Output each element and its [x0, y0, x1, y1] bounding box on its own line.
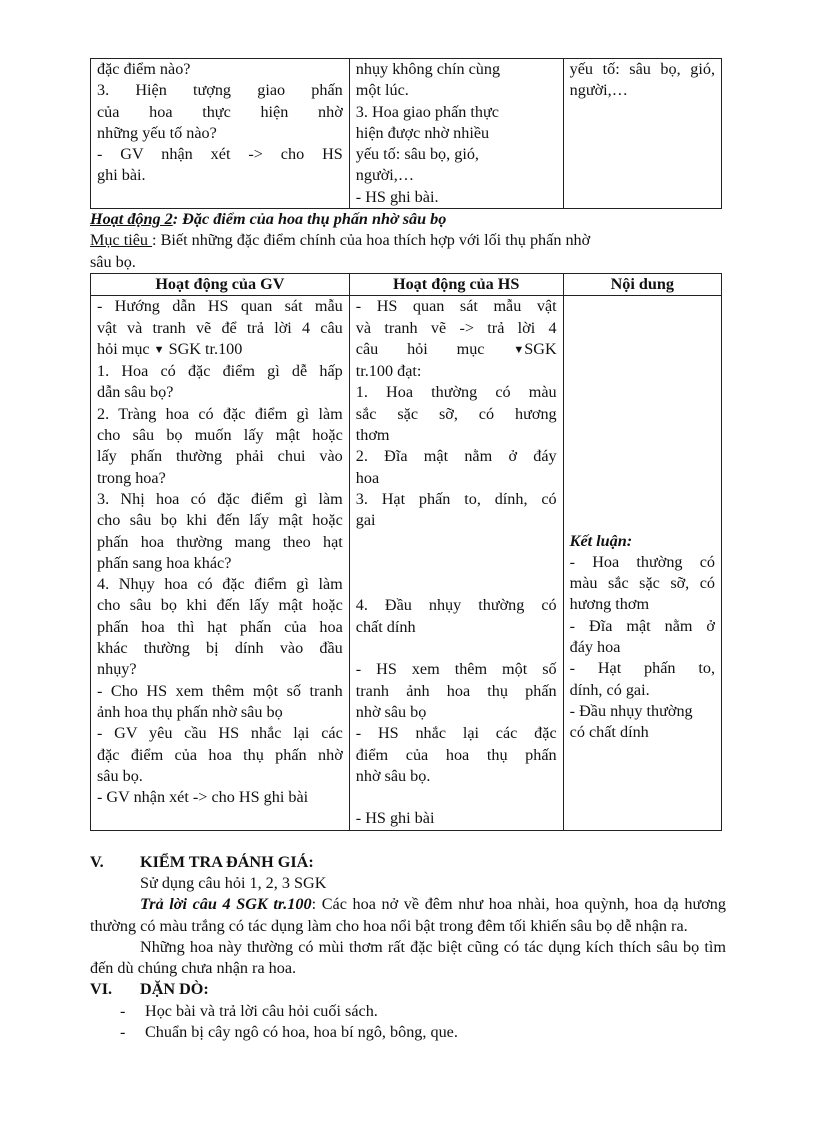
text-line: - Đầu nhụy thường	[569, 701, 693, 720]
text-line: ảnh hoa thụ phấn nhờ sâu bọ	[97, 702, 283, 721]
list-item-text: Chuẩn bị cây ngô có hoa, hoa bí ngô, bông, que.	[145, 1023, 458, 1042]
text-line: ghi bài.	[97, 166, 146, 185]
goal-text-2: sâu bọ.	[90, 252, 136, 271]
text-line: yếu tố: sâu bọ, gió,	[569, 60, 715, 78]
activity2-heading	[90, 209, 726, 230]
text-line: của hoa thực hiện nhờ	[97, 102, 343, 121]
header-gv: Hoạt động của GV	[91, 273, 350, 295]
text-line: hương thơm	[569, 595, 650, 614]
text-line: điểm của hoa thụ phấn	[355, 745, 557, 764]
text-line: 3. Nhị hoa có đặc điểm gì làm	[97, 489, 343, 508]
section5-title: KIỂM TRA ĐÁNH GIÁ:	[140, 852, 314, 871]
text-line: một lúc.	[355, 81, 409, 100]
text-line: yếu tố: sâu bọ, gió,	[355, 145, 479, 164]
text-line: - HS nhắc lại các đặc	[355, 724, 557, 743]
section5-heading	[90, 852, 726, 873]
text-line: 4. Đầu nhụy thường có	[355, 596, 557, 615]
text-line: gai	[355, 511, 376, 530]
text-line: phấn sang hoa khác?	[97, 553, 232, 572]
text-line: vật và tranh vẽ để trả lời 4 câu	[97, 318, 343, 337]
text-line: chất dính	[355, 617, 416, 636]
text-segment: SGK	[524, 339, 557, 358]
activity2-table	[90, 273, 722, 831]
text-line: - GV nhận xét -> cho HS ghi bài	[97, 788, 309, 807]
text-line: - HS xem thêm một số	[355, 660, 557, 679]
text-line: - HS ghi bài.	[355, 187, 439, 206]
text-line: nhụy không chín cùng	[355, 60, 501, 78]
text-line: - Đĩa mật nằm ở	[569, 616, 715, 635]
text-line: đặc điểm của hoa thụ phấn nhờ	[97, 745, 343, 764]
hs-cell	[349, 59, 563, 209]
text-line: phấn hoa thì hạt phấn của hoa	[97, 617, 343, 636]
text-line: dính, có gai.	[569, 680, 650, 699]
text-line: - GV yêu cầu HS nhắc lại các	[97, 724, 343, 743]
gv-cell	[91, 296, 350, 830]
text-line: 1. Hoa có đặc điểm gì dễ hấp	[97, 362, 343, 381]
list-item-text: Học bài và trả lời câu hỏi cuối sách.	[145, 1001, 378, 1020]
text-line: tr.100 đạt:	[355, 362, 422, 381]
text-line: màu sắc sặc sỡ, có	[569, 574, 715, 593]
text-line: 1. Hoa thường có màu	[355, 383, 557, 402]
arrow-down-icon: ▼	[513, 343, 525, 356]
text-line: - HS quan sát mẫu vật	[355, 297, 557, 316]
text-line: - Hạt phấn to,	[569, 659, 715, 678]
text-line: cho sâu bọ khi đến lấy mật hoặc	[97, 511, 343, 530]
hs-cell	[349, 296, 563, 830]
list-item	[120, 1001, 726, 1022]
gv-cell	[91, 59, 350, 209]
header-hs: Hoạt động của HS	[349, 273, 563, 295]
text-line: - Cho HS xem thêm một số tranh	[97, 681, 343, 700]
header-content: Nội dung	[563, 273, 721, 295]
text-line	[356, 339, 557, 361]
text-line: đáy hoa	[569, 638, 621, 657]
section5-para2: Những hoa này thường có mùi thơm rất đặc biệt cũng có tác dụng kích thích sâu bọ tìm đến dù chúng chưa nhận ra hoa.	[90, 937, 726, 978]
activity1-table-continued	[90, 58, 722, 209]
text-line: nhờ sâu bọ.	[355, 766, 431, 785]
arrow-down-icon: ▼	[153, 343, 165, 356]
document-page	[90, 58, 726, 1043]
text-segment: hỏi mục	[97, 339, 150, 358]
text-line: có chất dính	[569, 723, 649, 742]
text-line	[97, 339, 343, 361]
text-line: 2. Đĩa mật nằm ở đáy	[355, 447, 557, 466]
text-line: 4. Nhụy hoa có đặc điểm gì làm	[97, 575, 343, 594]
text-segment: SGK tr.100	[168, 339, 243, 358]
section5-number: V.	[90, 852, 104, 871]
dash-bullet: -	[120, 1001, 126, 1020]
text-line: người,…	[355, 166, 415, 185]
text-line: nhụy?	[97, 660, 137, 679]
text-line: cho sâu bọ khi đến lấy mật hoặc	[97, 596, 343, 615]
section5-answer	[90, 894, 726, 937]
text-line: cho sâu bọ muốn lấy mật hoặc	[97, 426, 343, 445]
text-line: phấn hoa thường mang theo hạt	[97, 532, 343, 551]
section5-line1: Sử dụng câu hỏi 1, 2, 3 SGK	[140, 873, 327, 892]
text-line: những yếu tố nào?	[97, 123, 217, 142]
content-cell	[563, 59, 721, 209]
text-line: nhờ sâu bọ	[355, 702, 427, 721]
text-line: tranh ảnh hoa thụ phấn	[355, 681, 557, 700]
text-line: hoa	[355, 468, 380, 487]
text-line: người,…	[569, 81, 628, 100]
goal-text: : Biết những đặc điểm chính của hoa thích hợp với lối thụ phấn nhờ	[152, 231, 591, 250]
text-line: 3. Hoa giao phấn thực	[355, 102, 499, 121]
text-line: sắc sặc sỡ, có hương	[355, 404, 557, 423]
text-line: 3. Hạt phấn to, dính, có	[355, 489, 557, 508]
text-line: và tranh vẽ -> trả lời 4	[355, 318, 557, 337]
dash-bullet: -	[120, 1023, 126, 1042]
text-line: đặc điểm nào?	[97, 60, 191, 78]
activity2-goal	[90, 230, 726, 273]
table-header-row	[91, 273, 722, 295]
text-line: hiện được nhờ nhiều	[355, 123, 490, 142]
text-line: - HS ghi bài	[355, 809, 435, 828]
table-row	[91, 296, 722, 830]
text-line: 3. Hiện tượng giao phấn	[97, 81, 343, 100]
section6-heading	[90, 979, 726, 1000]
conclusion-title: Kết luận:	[569, 531, 633, 550]
text-line: khác thường bị dính vào đầu	[97, 639, 343, 658]
answer-text: : Các hoa nở về đêm như hoa nhài, hoa quỳnh, hoa dạ hương thường có màu trắng có tác dụng làm cho hoa nổi bật trong đêm tối khiến sâu bọ dễ nhận ra.	[90, 895, 726, 935]
text-line: dẫn sâu bọ?	[97, 383, 174, 402]
goal-label: Mục tiêu	[90, 231, 153, 250]
section6-number: VI.	[90, 980, 113, 999]
text-line: - Hoa thường có	[569, 552, 715, 571]
list-item	[120, 1022, 726, 1043]
activity2-title: Hoạt động 2	[90, 210, 173, 229]
table-row	[91, 59, 722, 209]
text-line: - GV nhận xét -> cho HS	[97, 145, 343, 164]
text-line: trong hoa?	[97, 468, 166, 487]
content-cell	[563, 296, 721, 830]
section6-list	[90, 1001, 726, 1044]
text-line: - Hướng dẫn HS quan sát mẫu	[97, 297, 343, 316]
section6-title: DẶN DÒ:	[140, 980, 209, 999]
activity2-title-rest: : Đặc điểm của hoa thụ phấn nhờ sâu bọ	[172, 210, 447, 229]
text-segment: câu hỏi mục	[355, 339, 485, 358]
answer-label: Trả lời câu 4 SGK tr.100	[140, 895, 312, 914]
text-line: lấy phấn thường phải chui vào	[97, 447, 343, 466]
text-line: thơm	[355, 426, 390, 445]
text-line: sâu bọ.	[97, 766, 143, 785]
text-line: 2. Tràng hoa có đặc điểm gì làm	[97, 404, 343, 423]
